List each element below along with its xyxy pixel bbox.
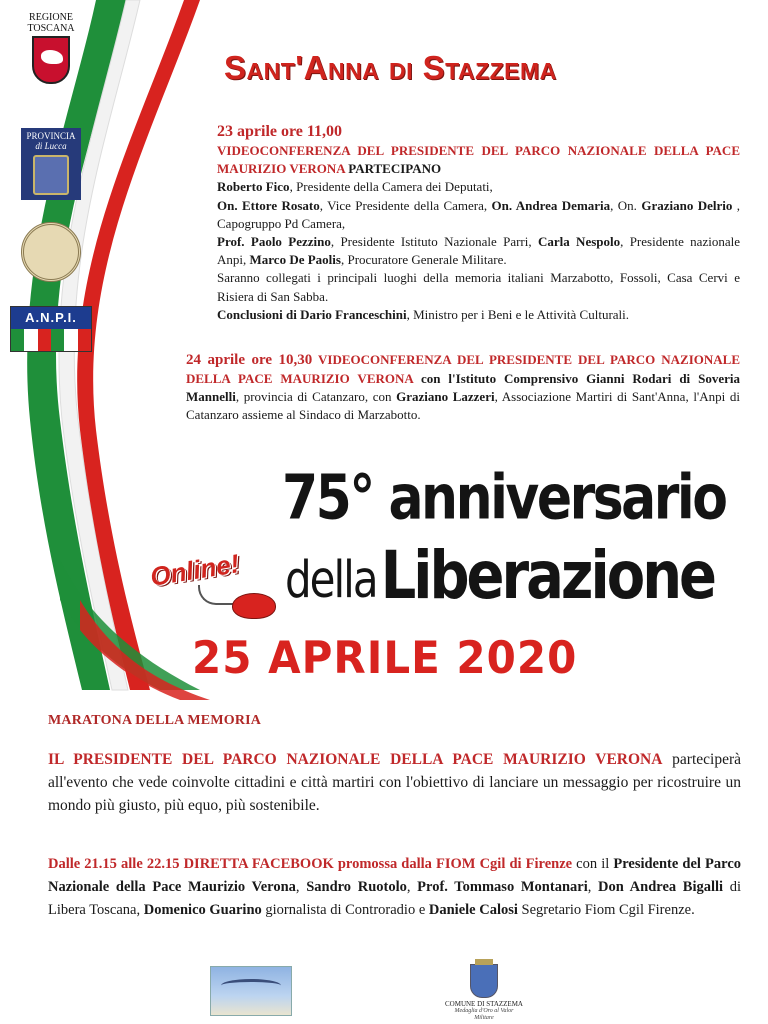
anpi-badge: [10, 306, 92, 352]
guest-guarino: Domenico Guarino: [143, 902, 262, 918]
pegasus-shield-icon: [32, 36, 70, 84]
mouse-icon: [232, 593, 276, 619]
event2-text-b: , Associazione Martiri di Sant'Anna, l'Anpi di Catanzaro assieme al Sindaco di Marzabotto.: [186, 389, 741, 423]
comune-crest-icon: [470, 964, 498, 998]
speaker-nespolo: Carla Nespolo: [537, 234, 621, 250]
event-23-april: [217, 122, 740, 324]
speaker-rosato-role: , Vice Presidente della Camera,: [319, 197, 492, 213]
della-word: della: [285, 550, 377, 609]
speaker-delrio-role: , Capogruppo Pd Camera,: [217, 197, 740, 231]
guest-bigalli: Don Andrea Bigalli: [598, 879, 724, 895]
speaker-nespolo-role: , Presidente nazionale Anpi,: [217, 234, 740, 268]
provincia-lucca-logo: [6, 128, 96, 200]
regione-toscana-label: REGIONE TOSCANA: [27, 12, 75, 34]
regione-toscana-logo: [6, 12, 96, 84]
facebook-t5: di Libera Toscana,: [48, 879, 742, 918]
anpi-label: A.N.P.I.: [11, 307, 91, 329]
online-label: Online!: [148, 548, 242, 592]
speaker-rosato: On. Ettore Rosato: [217, 197, 320, 213]
page-title: Sant'Anna di Stazzema: [224, 49, 557, 86]
event2-lazzeri: Graziano Lazzeri: [396, 389, 495, 405]
santanna-seal-logo: [6, 222, 96, 282]
speaker-depaolis: Marco De Paolis: [249, 252, 341, 268]
facebook-t6: giornalista di Controradio e: [261, 902, 429, 918]
event1-places: Saranno collegati i principali luoghi della memoria italiani Marzabotto, Fossoli, Casa Cervi e Risiera di San Sabba.: [217, 270, 740, 304]
comune-stazzema-logo: [445, 964, 523, 1022]
event2-school: con l'Istituto Comprensivo Gianni Rodari di Soveria Mannelli: [186, 371, 740, 405]
event2-date: 24 aprile ore 10,30: [186, 352, 313, 368]
facebook-t3: ,: [406, 879, 418, 895]
speaker-depaolis-role: , Procuratore Generale Militare.: [340, 252, 507, 268]
event2-text-a: , provincia di Catanzaro, con: [235, 389, 397, 405]
facebook-t4: ,: [587, 879, 599, 895]
facebook-t1: con il: [572, 856, 614, 872]
facebook-t2: ,: [295, 879, 307, 895]
guest-ruotolo: Sandro Ruotolo: [306, 879, 407, 895]
provincia-label: PROVINCIA: [26, 131, 76, 141]
comune-name: COMUNE DI STAZZEMA: [445, 1000, 523, 1008]
conclusions-franceschini-role: , Ministro per i Beni e le Attività Culturali.: [406, 306, 630, 322]
facebook-t7: Segretario Fiom Cgil Firenze.: [517, 902, 695, 918]
provincia-badge: [21, 128, 81, 200]
anniversary-banner: [282, 462, 742, 534]
speaker-fico: Roberto Fico: [217, 179, 290, 195]
comune-subtitle: Medaglia d'Oro al Valor Militare: [454, 1008, 514, 1021]
speaker-pezzino-role: , Presidente Istituto Nazionale Parri,: [330, 234, 538, 250]
maratona-description: [48, 748, 741, 817]
speaker-pezzino: Prof. Paolo Pezzino: [217, 234, 331, 250]
guest-verona: Presidente del Parco Nazionale della Pace Maurizio Verona: [48, 856, 742, 895]
liberazione-word: Liberazione: [380, 538, 715, 615]
event-date-banner: 25 APRILE 2020: [192, 632, 578, 684]
anniversary-line: 75° anniversario: [282, 463, 726, 534]
maratona-text: parteciperà all'evento che vede coinvolte cittadini e città martiri con l'obiettivo di lanciare un messaggio per ricostruire un mondo più giusto, più equo, più sostenibile.: [48, 751, 741, 814]
speaker-delrio: Graziano Delrio: [641, 197, 733, 213]
facebook-live-section: [48, 853, 741, 922]
event2-heading: VIDEOCONFERENZA DEL PRESIDENTE DEL PARCO NAZIONALE DELLA PACE MAURIZIO VERONA: [186, 352, 741, 386]
memorial-seal-icon: [21, 222, 81, 282]
parco-pace-logo: [210, 966, 292, 1016]
speaker-demaria-role: , On.: [610, 197, 642, 213]
anpi-logo: [6, 306, 96, 352]
liberazione-line: [285, 538, 715, 615]
event1-date: 23 aprile ore 11,00: [217, 123, 343, 140]
provincia-sub-label: di Lucca: [35, 141, 67, 151]
maratona-heading: IL PRESIDENTE DEL PARCO NAZIONALE DELLA PACE MAURIZIO VERONA: [48, 751, 663, 768]
speaker-demaria: On. Andrea Demaria: [491, 197, 611, 213]
guest-montanari: Prof. Tommaso Montanari: [417, 879, 588, 895]
event1-heading: VIDEOCONFERENZA DEL PRESIDENTE DEL PARCO NAZIONALE DELLA PACE MAURIZIO VERONA: [217, 143, 740, 177]
facebook-heading: Dalle 21.15 alle 22.15 DIRETTA FACEBOOK promossa dalla FIOM Cgil di Firenze: [48, 856, 573, 872]
conclusions-franceschini: Conclusioni di Dario Franceschini: [217, 306, 407, 322]
speaker-fico-role: , Presidente della Camera dei Deputati,: [289, 179, 493, 195]
event1-heading-tail: PARTECIPANO: [344, 161, 442, 177]
provincia-crest-icon: [33, 155, 69, 195]
anpi-flag-stripes: [11, 329, 91, 351]
event-24-april: [186, 350, 740, 425]
maratona-title: MARATONA DELLA MEMORIA: [48, 713, 262, 728]
guest-calosi: Daniele Calosi: [428, 902, 518, 918]
